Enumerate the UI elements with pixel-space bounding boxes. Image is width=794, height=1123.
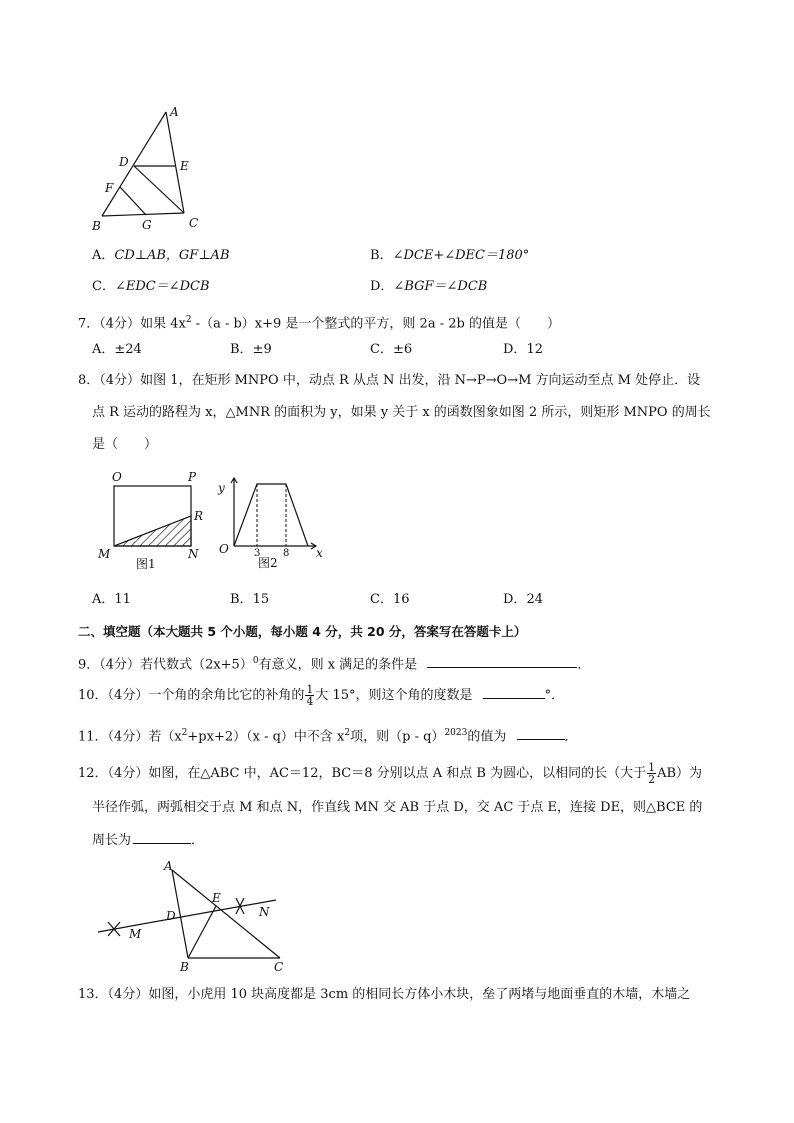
q8-stem-line3: 是（ ） — [92, 437, 158, 452]
label-o: O — [112, 470, 122, 484]
side-bc — [102, 213, 184, 216]
label-b: B — [92, 219, 101, 233]
side-ab — [102, 112, 166, 216]
line-mn — [98, 900, 276, 932]
q12-stem-line3: 周长为 ． — [92, 830, 204, 850]
q6-option-c[interactable]: C．∠EDC＝∠DCB — [92, 279, 210, 294]
q10-answer-blank[interactable] — [483, 685, 545, 699]
triangle-construction-figure-q12 — [92, 856, 292, 976]
label-a: A — [170, 105, 179, 119]
segment-fg — [120, 187, 146, 215]
shaded-triangle-mnr — [114, 516, 191, 546]
label-g: G — [142, 218, 152, 232]
label-b: B — [180, 960, 189, 974]
label-e: E — [212, 891, 221, 905]
label-y-axis: y — [218, 481, 225, 495]
q11-answer-blank[interactable] — [517, 726, 565, 740]
q9-answer-blank[interactable] — [427, 654, 577, 668]
section-title-fill-in: 二、填空题（本大题共 5 个小题，每小题 4 分，共 20 分，答案写在答题卡上） — [78, 624, 527, 639]
q6-option-b[interactable]: B．∠DCE+∠DEC＝180° — [370, 248, 530, 263]
label-e: E — [180, 159, 189, 173]
label-origin: O — [219, 542, 229, 556]
q8-option-c[interactable]: C．16 — [370, 592, 410, 607]
q7-option-a[interactable]: A．±24 — [92, 342, 142, 357]
q8-option-d[interactable]: D．24 — [503, 592, 543, 607]
triangle-figure-q6 — [88, 100, 218, 235]
q7-option-d[interactable]: D．12 — [503, 342, 543, 357]
q7-option-c[interactable]: C．±6 — [370, 342, 413, 357]
label-f: F — [105, 181, 114, 195]
label-x-axis: x — [316, 546, 323, 560]
label-n: N — [188, 547, 199, 561]
graph-line — [234, 484, 308, 546]
q9-stem: 9．（4分）若代数式$(2x+5)^0$有意义，则 x 满足的条件是 ． — [78, 656, 591, 673]
q13-stem: 13．（4分）如图，小虎用 10 块高度都是 3cm 的相同长方体小木块，垒了两堵与地面垂直的木墙，木墙之 — [78, 987, 691, 1002]
caption-fig2: 图2 — [258, 556, 278, 570]
fraction-one-half: $\frac{1}{2}$ — [648, 761, 656, 786]
label-c: C — [274, 960, 284, 974]
fraction-one-quarter: $\frac{1}{4}$ — [306, 683, 314, 708]
label-p: P — [188, 470, 197, 484]
q8-stem-line1: 8．（4分）如图 1，在矩形 MNPO 中，动点 R 从点 N 出发，沿 N→P→O→M 方向运动至点 M 处停止．设 — [78, 373, 701, 388]
q7-stem: 7．（4分）如果 $4x^2$ -（a - b）x+9 是一个整式的平方，则 2a - 2b 的值是（ ） — [78, 315, 560, 332]
function-graph-q8 — [212, 470, 337, 578]
label-d: D — [119, 155, 129, 169]
q12-stem-line2: 半径作弧，两弧相交于点 M 和点 N，作直线 MN 交 AB 于点 D，交 AC 于点 E，连接 DE，则△BCE 的 — [92, 800, 703, 815]
label-r: R — [194, 509, 204, 523]
q12-answer-blank[interactable] — [133, 830, 191, 844]
tick-label-8: 8 — [283, 548, 290, 559]
label-m: M — [98, 547, 111, 561]
q11-stem: 11．（4分）若$(x^2+px+2)(x - q)$中不含 $x^2$项，则（p - q）$^{2023}$的值为 ． — [78, 728, 578, 745]
q6-option-a[interactable]: A．CD⊥AB，GF⊥AB — [92, 248, 230, 263]
q7-option-b[interactable]: B．±9 — [230, 342, 272, 357]
rectangle-figure-q8 — [92, 466, 217, 578]
label-a: A — [164, 859, 173, 873]
label-d: D — [166, 909, 176, 923]
q8-stem-line2: 点 R 运动的路程为 x，△MNR 的面积为 y，如果 y 关于 x 的函数图象如图 2 所示，则矩形 MNPO 的周长 — [92, 405, 711, 420]
q8-option-b[interactable]: B．15 — [230, 592, 270, 607]
q12-stem-line1: 12．（4分）如图，在△ABC 中，AC＝12，BC＝8 分别以点 A 和点 B 为圆心，以相同的长（大于 $\frac{1}{2}$ AB）为 — [78, 761, 703, 786]
label-n: N — [259, 905, 270, 919]
q10-stem: 10．（4分）一个角的余角比它的补角的 $\frac{1}{4}$ 大 15°，则这个角的度数是 °． — [78, 683, 565, 708]
tick-label-3: 3 — [254, 548, 261, 559]
q8-option-a[interactable]: A．11 — [92, 592, 131, 607]
label-c: C — [189, 216, 199, 230]
caption-fig1: 图1 — [136, 557, 156, 571]
q6-option-d[interactable]: D．∠BGF＝∠DCB — [370, 279, 488, 294]
label-m: M — [129, 927, 142, 941]
